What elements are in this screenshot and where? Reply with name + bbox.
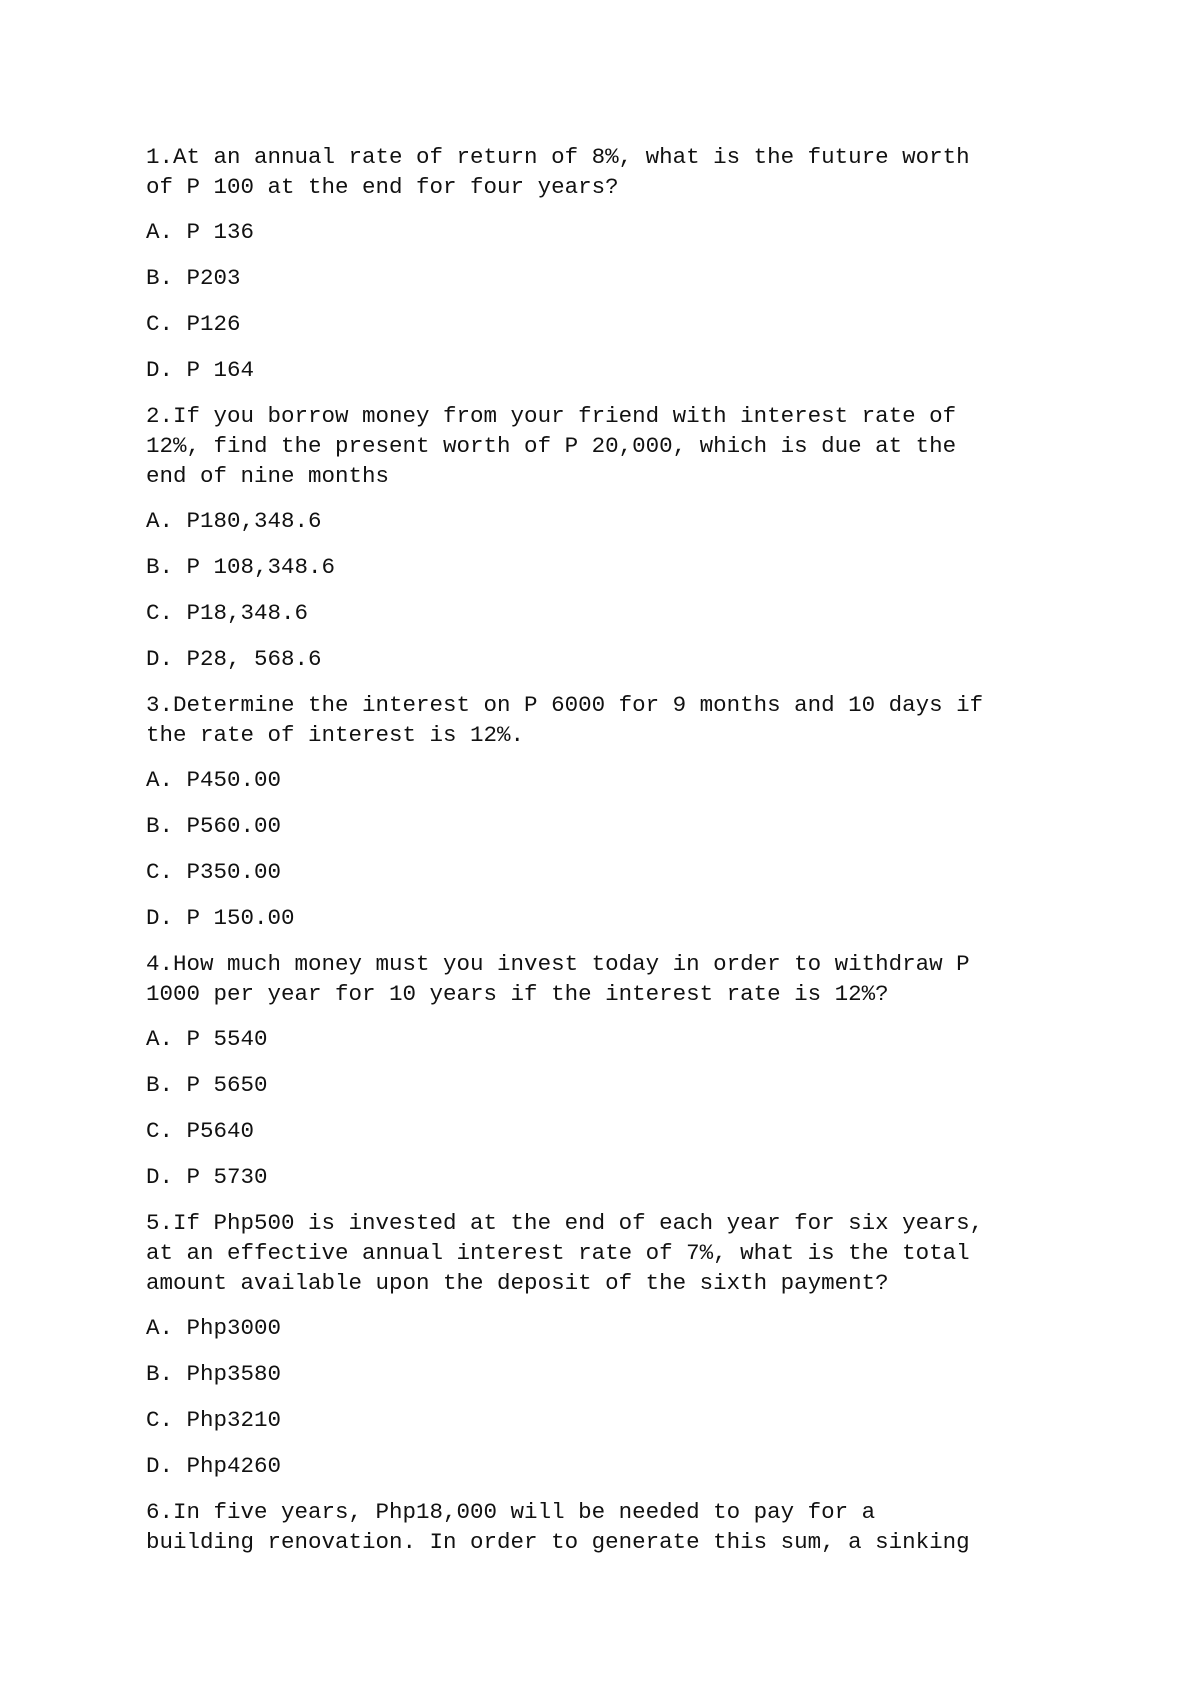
question-text: 1.At an annual rate of return of 8%, what is the future worth of P 100 at the end for four years? [146, 144, 970, 200]
option-d: D. P 5730 [146, 1164, 268, 1190]
option-a: A. P450.00 [146, 767, 282, 793]
option-a: A. P 5540 [146, 1026, 268, 1052]
question-4 [146, 949, 1066, 1192]
option-b: B. P 5650 [146, 1072, 268, 1098]
option-c: C. P5640 [146, 1118, 255, 1144]
question-6 [146, 1497, 1066, 1557]
option-a: A. Php3000 [146, 1315, 282, 1341]
question-text: 5.If Php500 is invested at the end of each year for six years, at an effective annual interest rate of 7%, what is the total amount available upon the deposit of the sixth payment? [146, 1210, 984, 1296]
option-c: C. Php3210 [146, 1407, 282, 1433]
option-d: D. P28, 568.6 [146, 646, 322, 672]
question-text: 2.If you borrow money from your friend with interest rate of 12%, find the present worth of P 20,000, which is due at the end of nine months [146, 403, 957, 489]
option-c: C. P18,348.6 [146, 600, 309, 626]
option-c: C. P350.00 [146, 859, 282, 885]
question-5 [146, 1208, 1066, 1481]
option-b: B. P203 [146, 265, 241, 291]
document-page [146, 142, 1066, 1572]
option-c: C. P126 [146, 311, 241, 337]
option-d: D. Php4260 [146, 1453, 282, 1479]
question-3 [146, 690, 1066, 933]
question-text: 6.In five years, Php18,000 will be needed to pay for a building renovation. In order to generate this sum, a sinking [146, 1499, 970, 1555]
option-b: B. Php3580 [146, 1361, 282, 1387]
question-text: 4.How much money must you invest today in order to withdraw P 1000 per year for 10 years if the interest rate is 12%? [146, 951, 970, 1007]
option-a: A. P 136 [146, 219, 255, 245]
question-text: 3.Determine the interest on P 6000 for 9 months and 10 days if the rate of interest is 12%. [146, 692, 984, 748]
option-d: D. P 164 [146, 357, 255, 383]
option-b: B. P 108,348.6 [146, 554, 336, 580]
option-b: B. P560.00 [146, 813, 282, 839]
option-d: D. P 150.00 [146, 905, 295, 931]
option-a: A. P180,348.6 [146, 508, 322, 534]
question-2 [146, 401, 1066, 674]
question-1 [146, 142, 1066, 385]
